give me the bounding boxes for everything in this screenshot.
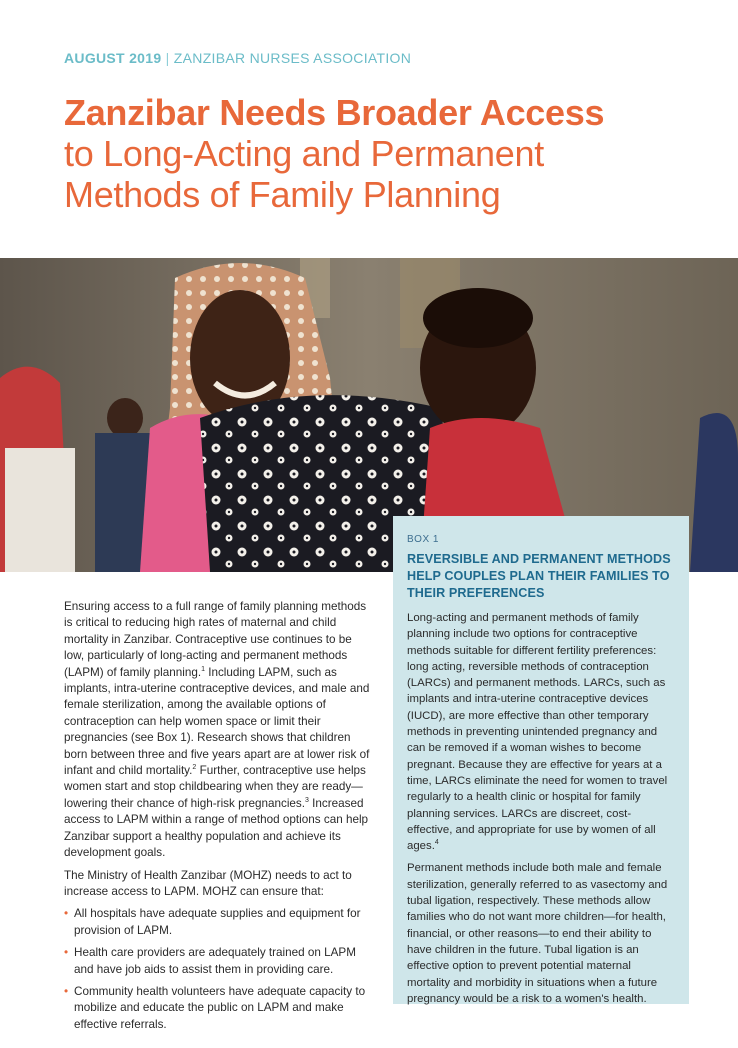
box-paragraph-1: Long-acting and permanent methods of family planning include two options for contraceptive methods suitable for different fertility preferences: long acting, reversible methods of contraception (LARCs) and permanent methods. LARCs, such as implants and intra-uterine contraceptive devices (IUCD), are more effective than other temporary methods in preventing unintended pregnancy and can be removed if a woman wishes to become pregnant. Because they are effective for years at a time, LARCs eliminate the need for women to travel regularly to a health clinic or hospital for family planning services. LARCs are discreet, cost-effective, and appropriate for use by women of all ages.$^4$ [407, 612, 668, 853]
page-title [64, 92, 704, 215]
recommendation-intro: The Ministry of Health Zanzibar (MOHZ) needs to act to increase access to LAPM. MOHZ can ensure that: [64, 868, 352, 898]
list-item: • Community health volunteers have adequate capacity to mobilize and educate the public on LAPM and make effective referrals. [64, 984, 370, 1033]
intro-text [64, 599, 370, 1039]
box-paragraph-2: Permanent methods include both male and female sterilization, generally referred to as vasectomy and tubal ligation, respectively. These methods allow families who do not want more children—for health, financial, or other reasons—to end their ability to have children in the future. Tubal ligation is an effective option to prevent potential maternal mortality and morbidity in situations when a future pregnancy would be a risk to a women's health. [407, 862, 668, 1005]
intro-paragraph: Ensuring access to a full range of family planning methods is critical to reducing high rates of maternal and child mortality in Zanzibar. Contraceptive use continues to be low, particularly of long-acting and permanent methods (LAPM) of family planning.$^1$ Including LAPM, such as implants, intra-uterine contraceptive devices, and male and female sterilization, among the available options of contraception can help women space or limit their pregnancies (see Box 1). Research shows that children born between three and five years apart are at lower risk of infant and child mortality.$^2$ Further, contraceptive use helps women start and stop childbearing when they are ready—lowering their chance of high-risk pregnancies.$^3$ Increased access to LAPM within a range of method options can help Zanzibar support a healthy population and achieve its development goals. [64, 600, 370, 860]
title-line-1: Zanzibar Needs Broader Access [64, 92, 605, 133]
header-separator: | [165, 50, 170, 66]
box-1-sidebar [393, 516, 689, 1004]
box-title: REVERSIBLE AND PERMANENT METHODS HELP COUPLES PLAN THEIR FAMILIES TO THEIR PREFERENCES [407, 552, 671, 600]
title-line-2: to Long-Acting and Permanent [64, 133, 544, 175]
organization-name: ZANZIBAR NURSES ASSOCIATION [173, 50, 412, 66]
title-line-3: Methods of Family Planning [64, 174, 501, 216]
list-item: • Health care providers are adequately trained on LAPM and have job aids to assist them in providing care. [64, 945, 370, 978]
report-header [64, 50, 411, 66]
recommendation-list [64, 906, 370, 1033]
box-label: BOX 1 [407, 534, 439, 545]
report-date: AUGUST 2019 [64, 50, 162, 66]
list-item: • All hospitals have adequate supplies and equipment for provision of LAPM. [64, 906, 370, 939]
